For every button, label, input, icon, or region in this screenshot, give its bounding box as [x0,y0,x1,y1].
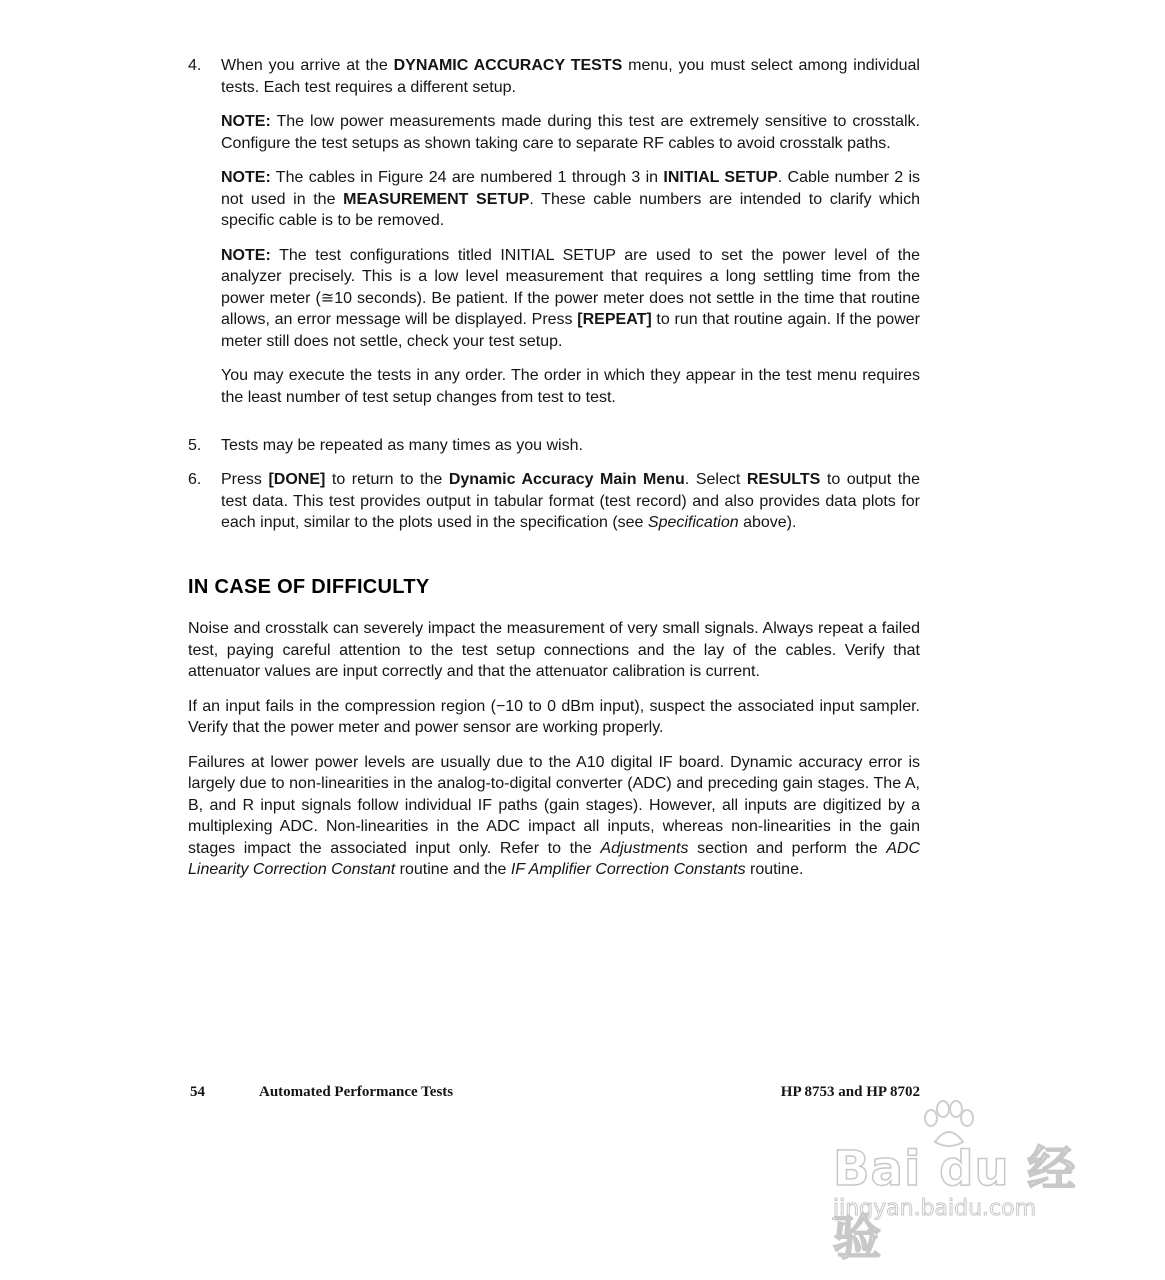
page-number: 54 [190,1084,205,1100]
list-number: 4. [188,57,202,74]
item-6-text: Press [DONE] to return to the Dynamic Accuracy Main Menu. Select RESULTS to output the test data. This test provides output in tabular format (test record) and also provides data plots for each input, similar to the plots used in the specification (see Specification above). [221,471,921,531]
watermark-url: jingyan.baidu.com [833,1196,1037,1221]
compression-paragraph: If an input fails in the compression region (−10 to 0 dBm input), suspect the associated input sampler. Verify that the power meter and power sensor are working properly. [188,697,920,736]
note-crosstalk: NOTE: The low power measurements made during this test are extremely sensitive to crosstalk. Configure the test setups as shown taking care to separate RF cables to avoid crosstalk paths. [221,113,920,152]
list-number: 5. [188,437,202,454]
note-cables: NOTE: The cables in Figure 24 are numbered 1 through 3 in INITIAL SETUP. Cable number 2 is not used in the MEASUREMENT SETUP. These cable numbers are intended to clarify which specific cable is to be removed. [221,169,921,229]
list-item-4 [188,55,920,408]
list-item-6 [188,469,920,534]
item-5-text: Tests may be repeated as many times as you wish. [221,437,583,454]
footer-model: HP 8753 and HP 8702 [780,1084,920,1100]
failures-paragraph: Failures at lower power levels are usually due to the A10 digital IF board. Dynamic accuracy error is largely due to non-linearities in the analog-to-digital converter (ADC) and preceding gain stages. The A, B, and R input signals follow individual IF paths (gain stages). However, all inputs are digitized by a multiplexing ADC. Non-linearities in the ADC impact all inputs, whereas non-linearities in the gain stages impact the associated input only. Refer to the Adjustments section and perform the ADC Linearity Correction Constant routine and the IF Amplifier Correction Constants routine. [188,753,921,878]
difficulty-section [188,618,920,881]
note-initial-setup: NOTE: The test configurations titled INITIAL SETUP are used to set the power level of the analyzer precisely. This is a low level measurement that requires a long settling time from the power meter (≅10 seconds). Be patient. If the power meter does not settle in the time that routine allows, an error message will be displayed. Press [REPEAT] to run that routine again. If the power meter still does not settle, check your test setup. [221,246,920,350]
baidu-watermark [833,1100,1103,1266]
list-item-5 [188,435,920,457]
section-heading: IN CASE OF DIFFICULTY [188,576,430,598]
item-4-intro: When you arrive at the DYNAMIC ACCURACY TESTS menu, you must select among individual tests. Each test requires a different setup. [221,57,920,96]
list-number: 6. [188,471,202,488]
watermark-brand: Bai du 经验 [833,1141,1077,1266]
test-order-paragraph: You may execute the tests in any order. The order in which they appear in the test menu requires the least number of test setup changes from test to test. [221,367,920,406]
footer-section-title: Automated Performance Tests [259,1084,454,1100]
noise-paragraph: Noise and crosstalk can severely impact the measurement of very small signals. Always repeat a failed test, paying careful attention to the test setup connections and the lay of the cables. Verify that attenuator values are input correctly and that the attenuator calibration is current. [188,620,920,680]
